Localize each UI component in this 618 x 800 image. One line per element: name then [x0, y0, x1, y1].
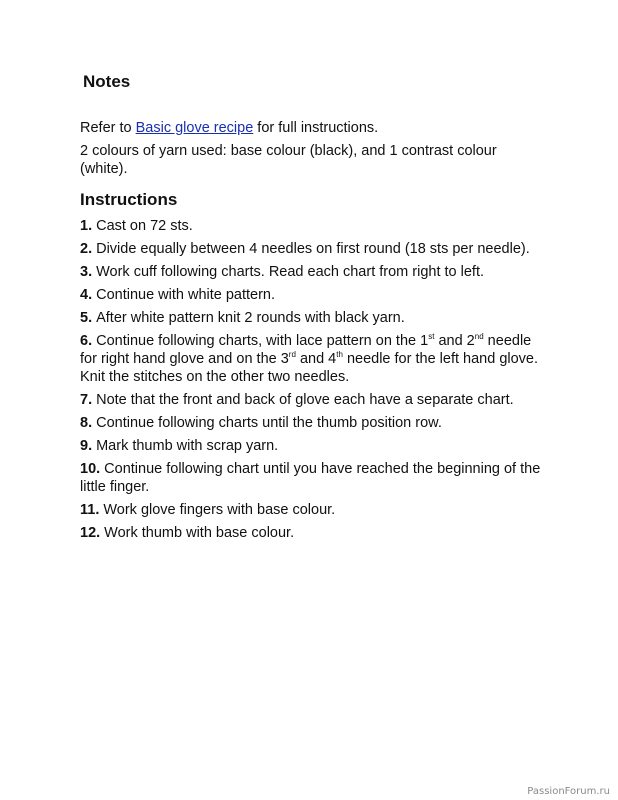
instruction-step-11	[80, 501, 545, 519]
notes-reference-suffix: for full instructions.	[253, 120, 379, 136]
step-text: Cast on 72 sts.	[96, 218, 193, 234]
step-number: 4.	[80, 287, 93, 303]
step-text-part: and 2	[434, 333, 475, 349]
step-text-part: Continue following charts, with lace pattern on the 1	[96, 333, 429, 349]
step-number: 12.	[80, 525, 101, 541]
step-text: Continue following chart until you have reached the beginning of the little finger.	[80, 461, 541, 495]
instructions-heading: Instructions	[80, 190, 178, 209]
notes-reference-prefix: Refer to	[80, 120, 136, 136]
notes-heading: Notes	[83, 72, 131, 91]
step-text: Work cuff following charts. Read each chart from right to left.	[96, 264, 485, 280]
step-number: 1.	[80, 218, 93, 234]
step-number: 11.	[80, 502, 100, 518]
instructions-list	[80, 217, 545, 547]
instruction-step-1	[80, 217, 545, 235]
instruction-step-4	[80, 286, 545, 304]
step-text-part: needle for right hand glove and on the 3	[80, 333, 532, 367]
step-number: 8.	[80, 415, 93, 431]
watermark: PassionForum.ru	[527, 786, 610, 797]
notes-yarn-line: 2 colours of yarn used: base colour (black), and 1 contrast colour (white).	[80, 143, 497, 177]
step-number: 9.	[80, 438, 93, 454]
step-number: 2.	[80, 241, 93, 257]
instruction-step-2	[80, 240, 545, 258]
instruction-step-9	[80, 437, 545, 455]
step-text: Continue following charts until the thumb position row.	[96, 415, 442, 431]
instruction-step-7	[80, 391, 545, 409]
ordinal-suffix: rd	[288, 350, 296, 359]
step-text: Note that the front and back of glove each have a separate chart.	[96, 392, 514, 408]
basic-glove-recipe-link[interactable]: Basic glove recipe	[135, 120, 254, 136]
step-text: Divide equally between 4 needles on first round (18 sts per needle).	[96, 241, 530, 257]
instruction-step-3	[80, 263, 545, 281]
step-text: Work glove fingers with base colour.	[103, 502, 336, 518]
step-text-part: needle for the left hand glove. Knit the stitches on the other two needles.	[80, 351, 539, 385]
ordinal-suffix: nd	[474, 332, 484, 341]
instruction-step-6	[80, 332, 545, 386]
step-text: Work thumb with base colour.	[104, 525, 295, 541]
step-number: 5.	[80, 310, 93, 326]
step-text: Mark thumb with scrap yarn.	[96, 438, 279, 454]
step-number: 6.	[80, 333, 93, 349]
instruction-step-5	[80, 309, 545, 327]
ordinal-suffix: st	[428, 332, 435, 341]
instruction-step-10	[80, 460, 545, 496]
step-number: 10.	[80, 461, 101, 477]
ordinal-suffix: th	[336, 350, 343, 359]
step-number: 7.	[80, 392, 93, 408]
instruction-step-12	[80, 524, 545, 542]
step-text: After white pattern knit 2 rounds with black yarn.	[96, 310, 405, 326]
instruction-step-8	[80, 414, 545, 432]
notes-reference-line	[80, 119, 378, 137]
step-text-part: and 4	[295, 351, 337, 367]
step-number: 3.	[80, 264, 93, 280]
step-text: Continue with white pattern.	[96, 287, 276, 303]
